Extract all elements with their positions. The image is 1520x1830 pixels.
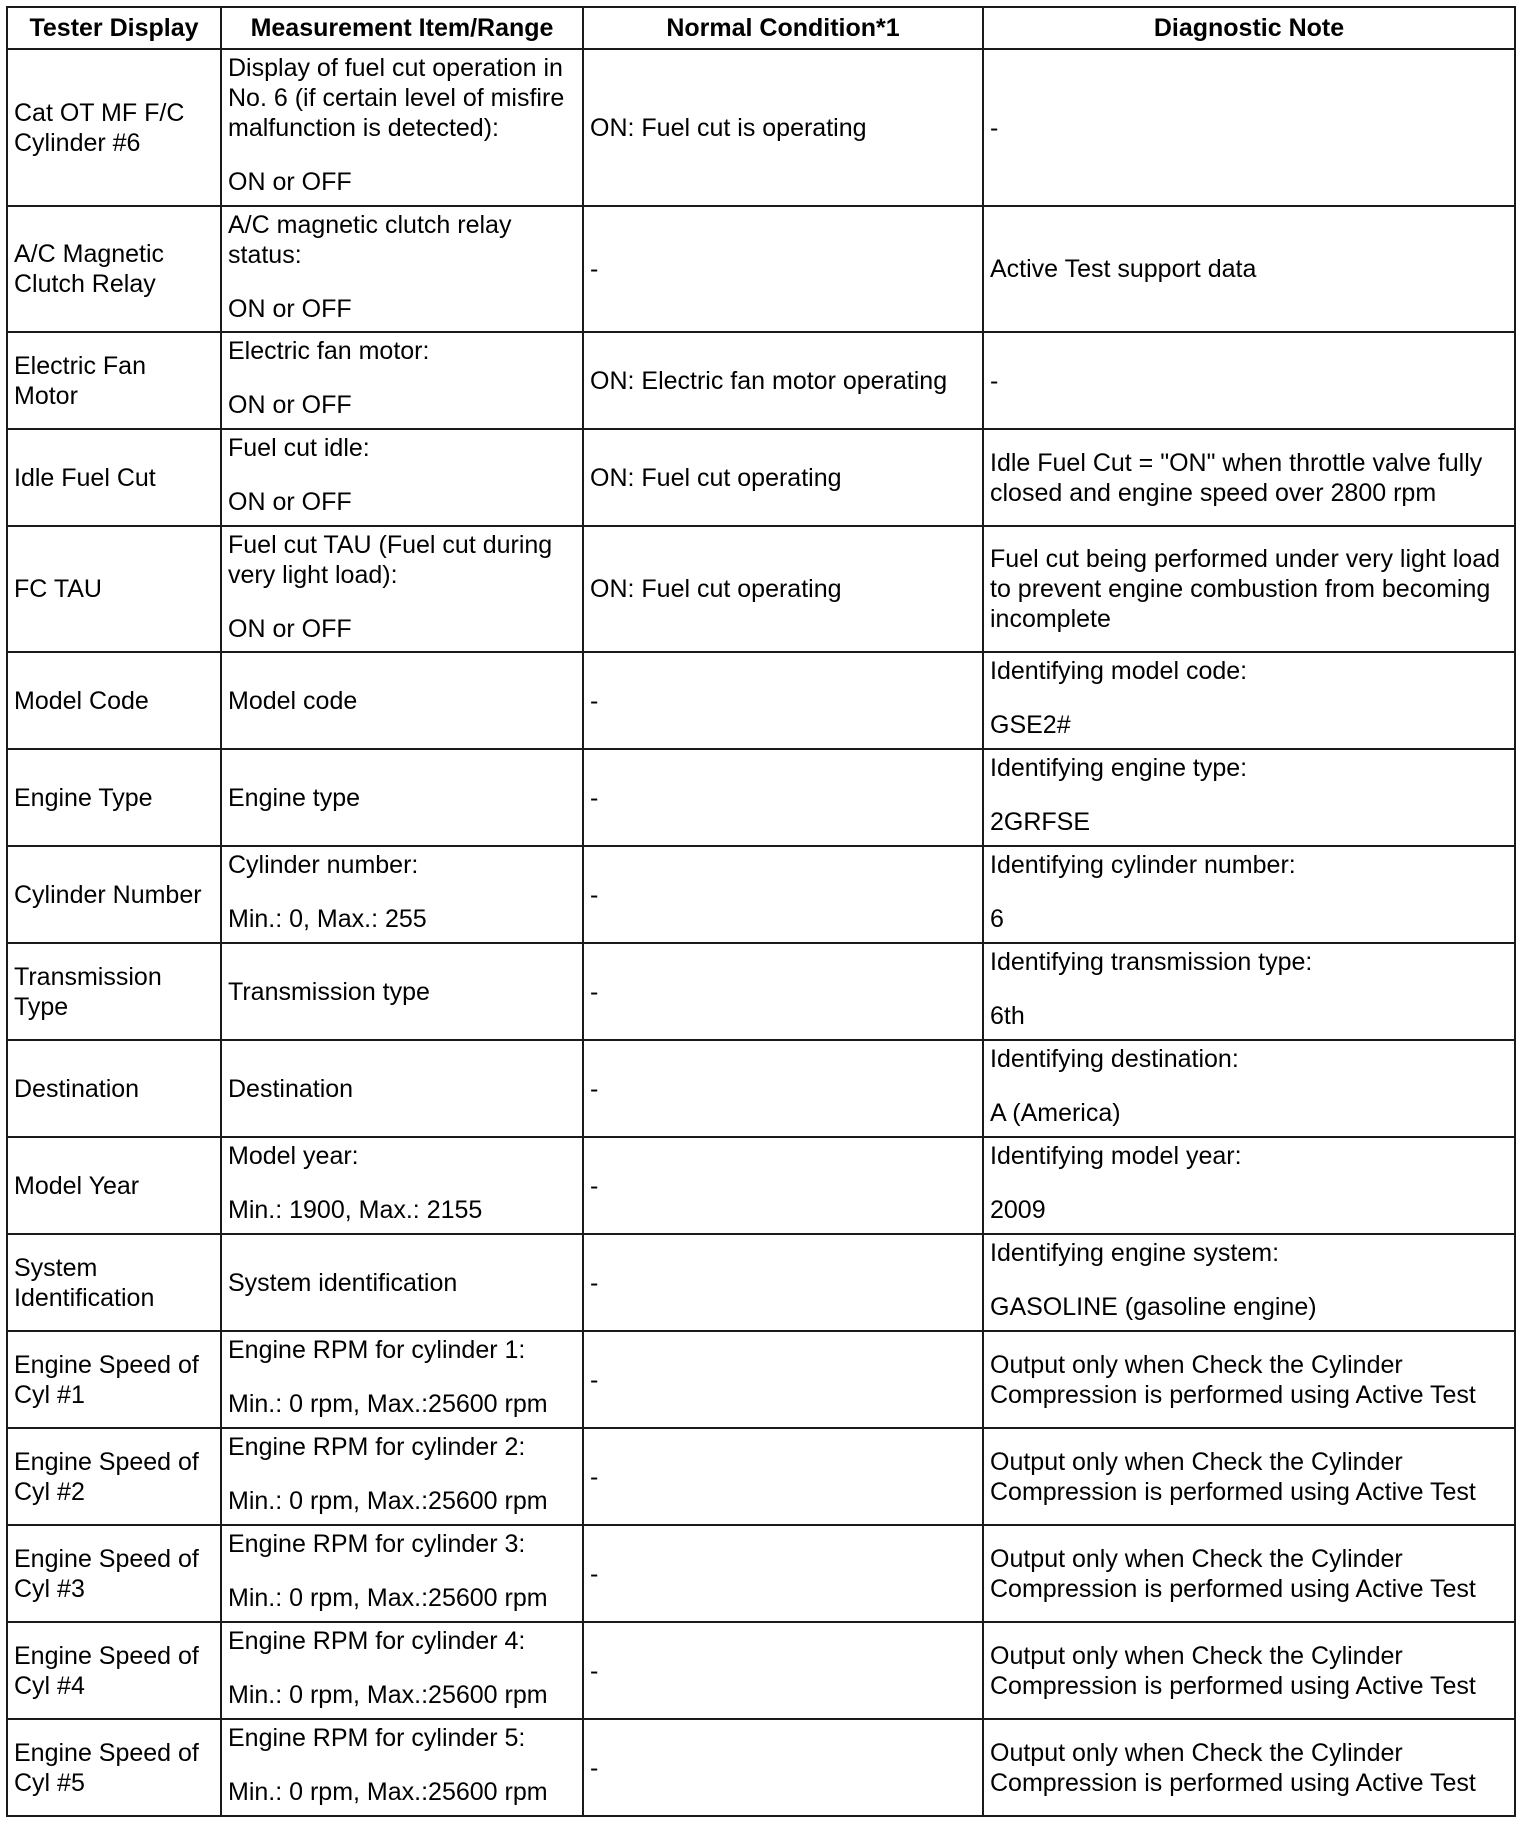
cell-diagnostic-note xyxy=(983,943,1515,1040)
cell-tester-display: System Identification xyxy=(7,1234,221,1331)
range-values: Min.: 0, Max.: 255 xyxy=(228,905,427,933)
range-description: Fuel cut idle: xyxy=(228,434,370,462)
cell-diagnostic-note xyxy=(983,846,1515,943)
cell-diagnostic-note xyxy=(983,1040,1515,1137)
cell-measurement-range xyxy=(221,1719,583,1816)
cell-normal-condition: - xyxy=(583,1331,983,1428)
cell-normal-condition: ON: Fuel cut is operating xyxy=(583,49,983,206)
header-diagnostic-note: Diagnostic Note xyxy=(983,7,1515,49)
range-description: Engine RPM for cylinder 4: xyxy=(228,1627,526,1655)
note-text: Output only when Check the Cylinder Compression is performed using Active Test xyxy=(990,1447,1476,1506)
cell-diagnostic-note xyxy=(983,1137,1515,1234)
cell-normal-condition: - xyxy=(583,943,983,1040)
cell-normal-condition: ON: Electric fan motor operating xyxy=(583,332,983,429)
note-text: Output only when Check the Cylinder Compression is performed using Active Test xyxy=(990,1544,1476,1603)
range-description: Engine RPM for cylinder 2: xyxy=(228,1433,526,1461)
note-text: Identifying transmission type: xyxy=(990,948,1313,976)
cell-measurement-range xyxy=(221,332,583,429)
range-description: Electric fan motor: xyxy=(228,337,430,365)
note-text: Idle Fuel Cut = "ON" when throttle valve fully closed and engine speed over 2800 rpm xyxy=(990,448,1483,507)
cell-diagnostic-note xyxy=(983,1428,1515,1525)
cell-tester-display: FC TAU xyxy=(7,526,221,652)
table-header-row xyxy=(7,7,1515,49)
cell-tester-display: Engine Speed of Cyl #4 xyxy=(7,1622,221,1719)
range-values: Min.: 0 rpm, Max.:25600 rpm xyxy=(228,1487,548,1515)
cell-measurement-range xyxy=(221,1040,583,1137)
table-row xyxy=(7,1622,1515,1719)
table-row xyxy=(7,332,1515,429)
range-description: Destination xyxy=(228,1074,354,1103)
cell-diagnostic-note xyxy=(983,1719,1515,1816)
cell-tester-display: Engine Type xyxy=(7,749,221,846)
note-text: Output only when Check the Cylinder Compression is performed using Active Test xyxy=(990,1738,1476,1797)
cell-tester-display: Model Code xyxy=(7,652,221,749)
data-list-table xyxy=(6,6,1516,1817)
cell-tester-display: Cylinder Number xyxy=(7,846,221,943)
note-text: Identifying cylinder number: xyxy=(990,851,1296,879)
note-text: Identifying model code: xyxy=(990,657,1248,685)
cell-tester-display: Transmission Type xyxy=(7,943,221,1040)
cell-tester-display: A/C Magnetic Clutch Relay xyxy=(7,206,221,332)
range-description: Model code xyxy=(228,686,358,715)
cell-measurement-range xyxy=(221,1331,583,1428)
cell-diagnostic-note xyxy=(983,1234,1515,1331)
range-description: Model year: xyxy=(228,1142,359,1170)
note-text: - xyxy=(990,113,999,142)
note-text: Output only when Check the Cylinder Compression is performed using Active Test xyxy=(990,1641,1476,1700)
table-row xyxy=(7,652,1515,749)
range-description: Engine RPM for cylinder 5: xyxy=(228,1724,526,1752)
range-description: Fuel cut TAU (Fuel cut during very light load): xyxy=(228,531,553,589)
note-value: GASOLINE (gasoline engine) xyxy=(990,1293,1317,1321)
range-values: ON or OFF xyxy=(228,615,352,643)
range-values: Min.: 1900, Max.: 2155 xyxy=(228,1196,483,1224)
table-row xyxy=(7,1719,1515,1816)
cell-tester-display: Engine Speed of Cyl #1 xyxy=(7,1331,221,1428)
range-description: Transmission type xyxy=(228,977,430,1006)
note-text: Active Test support data xyxy=(990,255,1257,283)
cell-tester-display: Idle Fuel Cut xyxy=(7,429,221,526)
note-text: - xyxy=(990,366,999,395)
table-row xyxy=(7,943,1515,1040)
cell-normal-condition: - xyxy=(583,1525,983,1622)
range-values: Min.: 0 rpm, Max.:25600 rpm xyxy=(228,1390,548,1418)
table-row xyxy=(7,1234,1515,1331)
cell-tester-display: Engine Speed of Cyl #5 xyxy=(7,1719,221,1816)
cell-normal-condition: - xyxy=(583,206,983,332)
cell-diagnostic-note xyxy=(983,1525,1515,1622)
cell-normal-condition: - xyxy=(583,846,983,943)
cell-normal-condition: - xyxy=(583,749,983,846)
cell-measurement-range xyxy=(221,652,583,749)
cell-normal-condition: - xyxy=(583,1719,983,1816)
table-row xyxy=(7,749,1515,846)
note-value: A (America) xyxy=(990,1099,1121,1127)
note-value: 6 xyxy=(990,905,1004,933)
range-description: Display of fuel cut operation in No. 6 (if certain level of misfire malfunction is detected): xyxy=(228,54,565,142)
table-row xyxy=(7,1428,1515,1525)
range-description: Cylinder number: xyxy=(228,851,419,879)
cell-diagnostic-note xyxy=(983,1331,1515,1428)
cell-diagnostic-note xyxy=(983,49,1515,206)
cell-diagnostic-note xyxy=(983,526,1515,652)
range-description: Engine RPM for cylinder 1: xyxy=(228,1336,526,1364)
cell-normal-condition: - xyxy=(583,1622,983,1719)
range-values: ON or OFF xyxy=(228,295,352,323)
cell-measurement-range xyxy=(221,526,583,652)
cell-normal-condition: - xyxy=(583,1234,983,1331)
note-text: Identifying engine system: xyxy=(990,1239,1280,1267)
cell-measurement-range xyxy=(221,1622,583,1719)
header-tester-display: Tester Display xyxy=(7,7,221,49)
table-row xyxy=(7,1137,1515,1234)
table-row xyxy=(7,1040,1515,1137)
table-row xyxy=(7,49,1515,206)
cell-normal-condition: ON: Fuel cut operating xyxy=(583,429,983,526)
cell-tester-display: Destination xyxy=(7,1040,221,1137)
cell-measurement-range xyxy=(221,49,583,206)
table-row xyxy=(7,1525,1515,1622)
cell-normal-condition: - xyxy=(583,1428,983,1525)
note-text: Identifying model year: xyxy=(990,1142,1242,1170)
cell-normal-condition: ON: Fuel cut operating xyxy=(583,526,983,652)
table-body xyxy=(7,49,1515,1816)
cell-tester-display: Model Year xyxy=(7,1137,221,1234)
note-text: Identifying destination: xyxy=(990,1045,1239,1073)
cell-tester-display: Engine Speed of Cyl #2 xyxy=(7,1428,221,1525)
cell-normal-condition: - xyxy=(583,1040,983,1137)
cell-tester-display: Engine Speed of Cyl #3 xyxy=(7,1525,221,1622)
note-value: GSE2# xyxy=(990,711,1071,739)
note-text: Output only when Check the Cylinder Compression is performed using Active Test xyxy=(990,1350,1476,1409)
table-row xyxy=(7,206,1515,332)
cell-measurement-range xyxy=(221,749,583,846)
cell-measurement-range xyxy=(221,206,583,332)
note-value: 2GRFSE xyxy=(990,808,1091,836)
cell-diagnostic-note xyxy=(983,1622,1515,1719)
cell-diagnostic-note xyxy=(983,429,1515,526)
cell-measurement-range xyxy=(221,846,583,943)
table-row xyxy=(7,526,1515,652)
range-values: Min.: 0 rpm, Max.:25600 rpm xyxy=(228,1584,548,1612)
cell-diagnostic-note xyxy=(983,332,1515,429)
cell-diagnostic-note xyxy=(983,749,1515,846)
header-measurement-item: Measurement Item/Range xyxy=(221,7,583,49)
table-row xyxy=(7,846,1515,943)
cell-normal-condition: - xyxy=(583,1137,983,1234)
cell-diagnostic-note xyxy=(983,206,1515,332)
cell-measurement-range xyxy=(221,429,583,526)
range-description: Engine type xyxy=(228,783,361,812)
note-text: Fuel cut being performed under very light load to prevent engine combustion from becoming incomplete xyxy=(990,545,1501,633)
range-values: Min.: 0 rpm, Max.:25600 rpm xyxy=(228,1778,548,1806)
header-normal-condition: Normal Condition*1 xyxy=(583,7,983,49)
cell-tester-display: Electric Fan Motor xyxy=(7,332,221,429)
range-description: A/C magnetic clutch relay status: xyxy=(228,211,512,269)
cell-measurement-range xyxy=(221,1428,583,1525)
cell-measurement-range xyxy=(221,943,583,1040)
cell-tester-display: Cat OT MF F/C Cylinder #6 xyxy=(7,49,221,206)
note-value: 2009 xyxy=(990,1196,1046,1224)
range-description: System identification xyxy=(228,1268,458,1297)
range-values: ON or OFF xyxy=(228,391,352,419)
table-row xyxy=(7,429,1515,526)
range-values: Min.: 0 rpm, Max.:25600 rpm xyxy=(228,1681,548,1709)
range-values: ON or OFF xyxy=(228,488,352,516)
cell-measurement-range xyxy=(221,1137,583,1234)
cell-diagnostic-note xyxy=(983,652,1515,749)
note-text: Identifying engine type: xyxy=(990,754,1248,782)
cell-measurement-range xyxy=(221,1234,583,1331)
table-row xyxy=(7,1331,1515,1428)
range-values: ON or OFF xyxy=(228,168,352,196)
note-value: 6th xyxy=(990,1002,1025,1030)
cell-normal-condition: - xyxy=(583,652,983,749)
cell-measurement-range xyxy=(221,1525,583,1622)
range-description: Engine RPM for cylinder 3: xyxy=(228,1530,526,1558)
